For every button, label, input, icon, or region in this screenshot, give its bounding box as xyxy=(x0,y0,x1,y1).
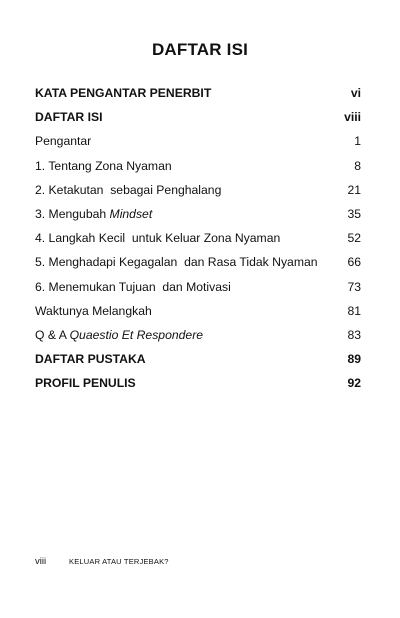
toc-entry-label: 2. Ketakutan sebagai Penghalang xyxy=(35,182,222,197)
toc-entry-label: DAFTAR PUSTAKA xyxy=(35,352,146,367)
toc-entry-page: viii xyxy=(344,110,361,125)
toc-entry-label: Pengantar xyxy=(35,134,92,149)
toc-entry-label: KATA PENGANTAR PENERBIT xyxy=(35,86,212,100)
toc-entry-page: vi xyxy=(350,86,361,100)
toc-entry-label: 4. Langkah Kecil untuk Keluar Zona Nyaman xyxy=(35,231,281,246)
toc-entry-q-and-a[interactable] xyxy=(35,328,361,352)
page-title: DAFTAR ISI xyxy=(151,40,249,59)
toc-entry-label: 5. Menghadapi Kegagalan dan Rasa Tidak Nyaman xyxy=(35,255,318,270)
toc-entry-profil-penulis[interactable] xyxy=(35,376,361,400)
toc-entry-page: 1 xyxy=(354,134,361,149)
toc-entry-chapter-4[interactable] xyxy=(35,231,361,255)
toc-entry-label xyxy=(35,207,152,221)
toc-entry-chapter-5[interactable] xyxy=(35,255,361,279)
toc-entry-chapter-2[interactable] xyxy=(35,183,361,207)
toc-entry-page: 89 xyxy=(347,352,361,367)
toc-entry-label: PROFIL PENULIS xyxy=(35,376,136,391)
toc-entry-page: 35 xyxy=(347,206,361,221)
toc-entry-label: DAFTAR ISI xyxy=(35,110,103,125)
toc-entry-daftar-pustaka[interactable] xyxy=(35,352,361,376)
toc-entry-label: Waktunya Melangkah xyxy=(35,303,152,318)
toc-entry-chapter-6[interactable] xyxy=(35,280,361,304)
toc-entry-label xyxy=(35,328,203,342)
toc-entry-label: 6. Menemukan Tujuan dan Motivasi xyxy=(35,279,231,294)
toc-entry-chapter-1[interactable] xyxy=(35,159,361,183)
toc-entry-label-italic: Quaestio Et Respondere xyxy=(69,327,204,342)
toc-entry-page: 52 xyxy=(347,231,361,246)
toc-entry-label-text: Q & A xyxy=(35,327,70,342)
table-of-contents xyxy=(35,86,361,400)
toc-entry-page: 8 xyxy=(354,158,361,173)
toc-entry-chapter-3[interactable] xyxy=(35,207,361,231)
toc-entry-page: 83 xyxy=(347,327,361,342)
toc-entry-pengantar[interactable] xyxy=(35,134,361,158)
toc-entry-label-text: 3. Mengubah xyxy=(35,206,110,221)
toc-entry-page: 73 xyxy=(347,279,361,294)
toc-entry-label: 1. Tentang Zona Nyaman xyxy=(35,158,172,173)
toc-entry-page: 21 xyxy=(347,182,361,197)
footer-page-number: viii xyxy=(35,556,47,567)
toc-entry-page: 66 xyxy=(347,255,361,270)
page-footer xyxy=(35,556,169,567)
toc-entry-page: 81 xyxy=(347,303,361,318)
toc-entry-kata-pengantar[interactable] xyxy=(35,86,361,110)
toc-entry-page: 92 xyxy=(347,376,361,391)
toc-entry-waktunya-melangkah[interactable] xyxy=(35,304,361,328)
toc-entry-label-italic: Mindset xyxy=(109,206,153,221)
toc-entry-daftar-isi[interactable] xyxy=(35,110,361,134)
footer-book-title: KELUAR ATAU TERJEBAK? xyxy=(69,557,169,566)
